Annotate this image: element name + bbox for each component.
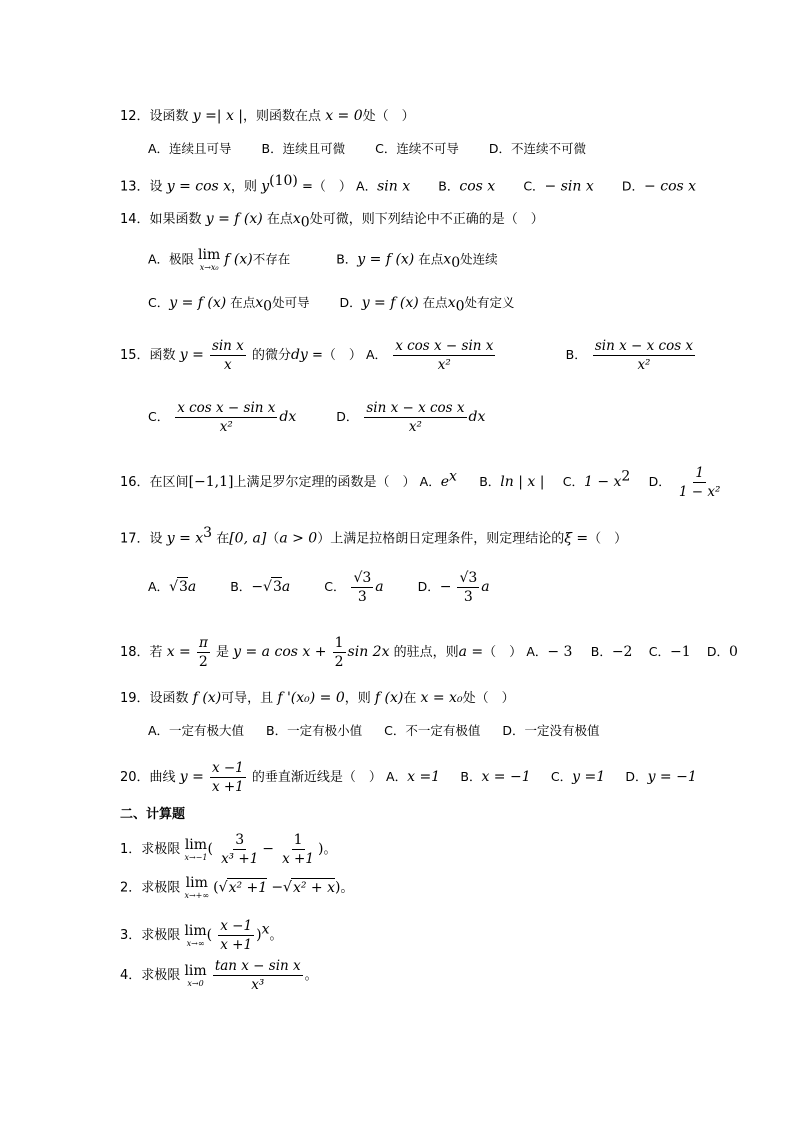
q17-stem-b: 在 (216, 531, 230, 547)
q17-interval: [0, a] (229, 530, 267, 547)
q14-option-d-label: D． (339, 295, 362, 310)
q19-point: x = x₀ (420, 690, 463, 706)
denominator: x (224, 357, 232, 373)
q12-stem: 设函数 (149, 109, 189, 124)
q18-option-d: 0 (729, 644, 738, 660)
q15-y-eq: y = (179, 347, 204, 363)
q13-option-c-label: C． (523, 178, 545, 194)
q13-expr: y = cos x (166, 178, 232, 195)
q16-interval: [−1,1] (188, 474, 234, 490)
q17-condition: a > 0 (279, 530, 318, 547)
q17-stem-d: ）上满足拉格朗日定理条件，则定理结论的 (317, 531, 565, 547)
c1-period: 。 (323, 842, 337, 857)
c2-number: 2． (120, 880, 142, 896)
c3-open-paren: ( (206, 927, 213, 943)
question-16 (120, 465, 724, 500)
denominator: x² (437, 357, 451, 373)
q17-stem-c: （ (266, 531, 280, 547)
q15-option-c (175, 400, 277, 435)
q16-option-b-label: B． (479, 474, 501, 489)
q12-option-d: D．不连续不可微 (488, 141, 586, 156)
lim-subscript: x→0 (187, 978, 204, 988)
q20-option-c: y =1 (572, 769, 606, 785)
q18-x-fraction (197, 635, 210, 670)
lim-word: lim (184, 962, 207, 979)
c4-number: 4． (120, 968, 142, 983)
c4-period: 。 (304, 968, 318, 983)
q13-deriv: y (261, 178, 270, 195)
q17-stem: 设 (149, 531, 163, 547)
q19-stem-d: 在 (403, 691, 417, 706)
q15-stem: 函数 (149, 348, 176, 363)
question-17 (120, 524, 627, 548)
denominator: 2 (334, 654, 344, 670)
question-18 (120, 635, 738, 670)
q18-a-eq: a = (458, 644, 484, 660)
q17-option-c-a: a (375, 579, 384, 595)
q16-option-c-label: C． (562, 474, 584, 489)
q17-option-b-root: 3 (272, 579, 282, 595)
q17-option-b-a: a (281, 579, 291, 595)
q20-option-b: x = −1 (481, 769, 531, 785)
denominator: x² (219, 419, 233, 435)
q17-option-d-a: a (481, 579, 490, 595)
q13-number: 13． (120, 179, 150, 195)
q17-option-d-label: D． (417, 579, 440, 594)
c1-stem: 求极限 (141, 842, 181, 857)
c1-close-paren: ) (317, 841, 324, 857)
c1-limit (184, 838, 207, 862)
q18-option-c: −1 (669, 644, 691, 660)
denominator: x² (637, 357, 651, 373)
q14-option-b-label: B． (336, 251, 358, 267)
q14-options-cd (148, 294, 515, 316)
q18-option-a-label: A． (526, 644, 548, 659)
q13-deriv-order: (10) (269, 173, 298, 189)
q20-y-eq: y = (179, 769, 204, 785)
q20-option-a: x =1 (407, 769, 441, 785)
q12-option-c: C．连续不可导 (375, 141, 459, 156)
q14-point-sub: 0 (300, 214, 310, 231)
q14-expr: y = f (x) (205, 211, 263, 227)
c3-fraction (218, 918, 254, 953)
q14-option-b-sub: 0 (451, 255, 461, 271)
q19-stem: 设函数 (149, 691, 189, 706)
q17-option-c (351, 570, 373, 605)
q20-number: 20． (120, 770, 150, 785)
question-15 (120, 338, 697, 373)
q20-option-d: y = −1 (647, 769, 697, 785)
q16-option-b: ln | x | (500, 474, 545, 490)
q14-option-b-expr: y = f (x) (357, 251, 415, 268)
q16-option-a-label: A． (419, 474, 441, 489)
q18-number: 18． (120, 645, 150, 660)
q19-options (148, 722, 599, 740)
q15-stem-b: 的微分 (251, 348, 291, 363)
c2-close-paren: ) (335, 879, 341, 896)
q16-stem-b: 上满足罗尔定理的函数是（ ） (233, 475, 416, 490)
q15-option-b-label: B． (565, 347, 587, 362)
q17-options: A．√3a B．−√3a C． $\frac{√3}{3}$ a D．− $\frac{√3}{3}$ a (148, 570, 490, 605)
q12-options (148, 140, 586, 158)
q13-option-c: − sin x (544, 178, 594, 195)
q16-option-d (677, 465, 723, 500)
q14-option-d-expr: y = f (x) (361, 295, 419, 311)
c2-minus: − (271, 879, 284, 896)
c1-fraction-b (280, 832, 316, 867)
numerator: √3 (353, 570, 372, 586)
numerator: 3 (235, 832, 245, 848)
c3-close-paren: ) (256, 927, 262, 943)
q16-stem: 在区间 (149, 475, 189, 490)
q17-option-b-label: B． (230, 579, 252, 594)
q13-option-a: sin x (377, 178, 411, 195)
q18-option-d-label: D． (706, 644, 730, 659)
q14-option-c-label: C． (148, 295, 170, 310)
q12-stem-b: ，则函数在点 (243, 109, 322, 124)
lim-word: lim (198, 247, 221, 263)
numerator: 1 (695, 465, 704, 481)
q15-option-b (593, 338, 695, 373)
q13-stem-b: ，则 (231, 179, 258, 195)
numerator: π (198, 635, 208, 651)
calc-1 (120, 832, 336, 867)
section-2-title: 二、计算题 (120, 807, 186, 822)
q15-option-d (364, 400, 466, 435)
c2-root-2: x² + x (292, 879, 336, 896)
c3-stem: 求极限 (141, 928, 181, 943)
c2-root-1: x² +1 (228, 879, 268, 896)
q18-stem-d: （ ） (483, 645, 523, 660)
q14-option-b-point: x (443, 251, 452, 268)
q14-option-d-mid: 在点 (422, 295, 448, 310)
question-20 (120, 760, 697, 795)
q17-option-b-sign: − (251, 579, 264, 595)
denominator: x +1 (282, 851, 314, 867)
q14-option-c-point: x (255, 295, 264, 311)
q18-func-tail: sin 2x (347, 644, 390, 660)
q14-option-b-tail: 处连续 (460, 251, 498, 267)
q17-option-a-a: a (187, 579, 197, 595)
q12-option-b: B．连续且可微 (261, 141, 346, 156)
lim-subscript: x→+∞ (184, 891, 210, 900)
lim-word: lim (184, 836, 208, 853)
q12-point: x = 0 (325, 108, 363, 124)
numerator: √3 (459, 570, 478, 586)
q17-option-a-label: A． (148, 579, 170, 594)
q14-option-c-expr: y = f (x) (169, 295, 227, 311)
q19-stem-b: 可导，且 (221, 691, 274, 706)
denominator: 3 (357, 589, 367, 605)
q15-function-fraction (210, 338, 246, 373)
q16-option-c: 1 − x (583, 474, 622, 490)
q14-stem-b: 在点 (266, 212, 293, 227)
q14-option-d-point: x (447, 295, 456, 311)
q14-option-a-label: A．极限 (148, 251, 195, 267)
c2-stem: 求极限 (141, 880, 181, 896)
q14-options-ab (148, 248, 498, 272)
q15-option-a-label: A． (366, 347, 388, 362)
c4-fraction (213, 958, 303, 993)
q15-option-c-label: C． (148, 409, 170, 424)
q13-option-a-label: A． (356, 178, 378, 194)
q18-option-b: −2 (611, 644, 633, 660)
c1-number: 1． (120, 842, 142, 857)
q14-option-b-mid: 在点 (418, 251, 444, 267)
q19-number: 19． (120, 691, 150, 706)
q14-option-c-tail: 处可导 (272, 295, 310, 310)
q15-option-a (393, 338, 495, 373)
q14-option-a-limit (198, 248, 220, 272)
c3-limit (184, 924, 206, 948)
q19-option-c: C．不一定有极值 (384, 723, 481, 738)
q18-func-half (333, 635, 346, 670)
q16-number: 16． (120, 475, 150, 490)
q20-option-a-label: A． (386, 769, 408, 784)
lim-word: lim (185, 875, 208, 891)
q15-option-d-dx: dx (468, 409, 486, 425)
numerator: x cos x − sin x (395, 338, 494, 354)
q12-expr: y =| x | (192, 108, 244, 124)
q13-option-b-label: B． (438, 178, 460, 194)
q12-number: 12． (120, 109, 150, 124)
q18-stem-b: 是 (215, 645, 229, 660)
q15-option-d-label: D． (336, 409, 359, 424)
q20-fraction (210, 760, 246, 795)
numerator: x cos x − sin x (177, 400, 276, 416)
c2-period: 。 (340, 880, 354, 896)
q18-option-a: − 3 (547, 644, 573, 660)
calc-3 (120, 918, 282, 953)
q14-option-c-sub: 0 (263, 298, 273, 315)
calc-2: 2．求极限 lim x→+∞ (√x² +1 −√x² + x)。 (120, 875, 354, 900)
q14-point: x (292, 211, 301, 227)
c1-fraction-a (219, 832, 260, 867)
numerator: x −1 (211, 760, 244, 776)
q16-option-a: e (440, 474, 449, 490)
q19-option-a: A．一定有极大值 (148, 723, 245, 738)
q19-stem-c: ，则 (344, 691, 371, 706)
denominator: x³ (251, 977, 265, 993)
denominator: x +1 (211, 779, 244, 795)
q17-stem-e: （ ） (588, 531, 628, 547)
q18-stem: 若 (149, 645, 163, 660)
q14-option-d-sub: 0 (455, 298, 465, 315)
q17-expr: y = x (166, 530, 204, 547)
c1-open-paren: ( (207, 841, 213, 857)
q14-number: 14． (120, 212, 150, 227)
question-13 (120, 172, 696, 196)
denominator: x² (408, 419, 422, 435)
numerator: tan x − sin x (214, 958, 301, 974)
q13-option-b: cos x (459, 178, 496, 195)
q12-stem-c: 处（ ） (362, 109, 415, 124)
lim-subscript: x→x₀ (199, 263, 219, 272)
denominator: x³ +1 (221, 851, 259, 867)
q17-option-d (457, 570, 479, 605)
q19-stem-e: 处（ ） (462, 691, 515, 706)
numerator: 1 (293, 832, 303, 848)
q17-option-d-sign: − (439, 579, 452, 595)
q16-option-c-exp: 2 (621, 468, 631, 485)
q20-option-c-label: C． (550, 769, 573, 784)
q14-option-d-tail: 处有定义 (464, 295, 515, 310)
c1-minus: − (262, 841, 275, 857)
q17-option-c-label: C． (324, 579, 346, 594)
q14-option-c-mid: 在点 (230, 295, 256, 310)
q15-dy: dy (290, 347, 308, 363)
q13-option-d-label: D． (621, 178, 645, 194)
q15-stem-c: =（ ） (307, 348, 362, 363)
c3-period: 。 (269, 928, 283, 943)
q13-stem: 设 (149, 179, 163, 195)
c3-number: 3． (120, 928, 142, 943)
question-19 (120, 689, 515, 708)
q19-option-b: B．一定有极小值 (266, 723, 363, 738)
q19-condition: f '(x₀) = 0 (277, 690, 345, 706)
q14-stem-c: 处可微，则下列结论中不正确的是（ ） (309, 212, 544, 227)
numerator: 1 (334, 635, 344, 651)
q20-stem: 曲线 (149, 770, 176, 785)
q14-option-a-func: f (x) (224, 251, 253, 268)
question-12 (120, 107, 415, 126)
numerator: sin x (211, 338, 244, 354)
q14-option-a-tail: 不存在 (252, 251, 291, 267)
q15-options-cd (148, 400, 485, 435)
denominator: 2 (198, 654, 208, 670)
q13-option-d: − cos x (644, 178, 697, 195)
q17-xi: ξ = (564, 530, 589, 547)
c2-limit (184, 876, 209, 900)
q18-stem-c: 的驻点，则 (393, 645, 459, 660)
calc-4 (120, 958, 318, 993)
q18-x-eq: x = (166, 644, 191, 660)
denominator: 1 − x² (678, 484, 721, 500)
q20-stem-b: 的垂直渐近线是（ ） (251, 770, 382, 785)
lim-subscript: x→−1 (184, 852, 208, 862)
q20-option-b-label: B． (460, 769, 482, 784)
q18-option-c-label: C． (648, 644, 670, 659)
c4-limit (184, 964, 206, 988)
q18-func: y = a cos x + (233, 644, 327, 660)
c4-stem: 求极限 (141, 968, 181, 983)
numerator: sin x − x cos x (594, 338, 694, 354)
q13-stem-c: =（ ） (297, 179, 352, 195)
denominator: 3 (463, 589, 473, 605)
q20-option-d-label: D． (625, 769, 648, 784)
q19-func-2: f (x) (374, 690, 404, 706)
numerator: sin x − x cos x (366, 400, 465, 416)
q17-option-a-root: 3 (178, 579, 188, 595)
q17-expr-exp: 3 (203, 525, 213, 541)
q15-option-c-dx: dx (279, 409, 297, 425)
q14-stem: 如果函数 (149, 212, 202, 227)
c2-open-paren: ( (213, 879, 219, 896)
q15-number: 15． (120, 348, 150, 363)
q16-option-a-exp: x (449, 468, 457, 485)
q16-option-d-label: D． (648, 474, 671, 489)
q17-number: 17． (120, 531, 150, 547)
numerator: x −1 (220, 918, 253, 934)
q18-option-b-label: B． (590, 644, 612, 659)
lim-word: lim (184, 922, 207, 939)
denominator: x +1 (220, 937, 253, 953)
q19-option-d: D．一定没有极值 (502, 723, 600, 738)
lim-subscript: x→∞ (186, 938, 205, 948)
c3-exponent: x (261, 921, 270, 938)
question-14 (120, 210, 544, 232)
q12-option-a: A．连续且可导 (148, 141, 232, 156)
q19-func: f (x) (192, 690, 222, 706)
